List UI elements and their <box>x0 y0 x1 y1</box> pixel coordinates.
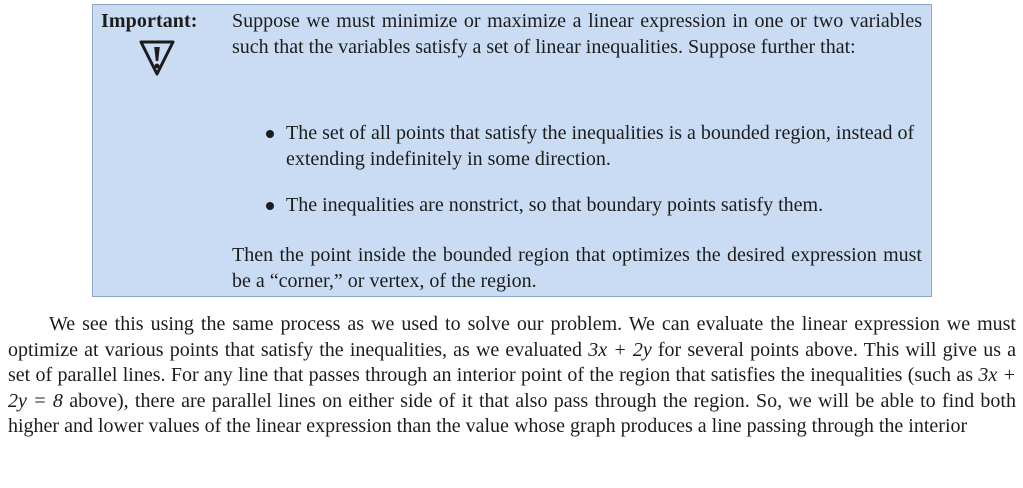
body-text-2: for several points above. This will give us a set of parallel lines. For any line that passes through an interior point of the region that satisfies the inequalities (such as <box>8 338 1016 387</box>
bullet-item: The set of all points that satisfy the inequalities is a bounded region, instead of extending indefinitely in some direction. <box>266 121 922 172</box>
warning-exclamation-icon <box>137 37 177 77</box>
callout-body <box>232 9 922 292</box>
callout-intro: Suppose we must minimize or maximize a linear expression in one or two variables such that the variables satisfy a set of linear inequalities. Suppose further that: <box>232 10 922 58</box>
body-text-3: above), there are parallel lines on either side of it that also pass through the region. So, we will be able to find both higher and lower values of the linear expression than the value whose graph produces a line passing through the interior <box>8 389 1016 438</box>
callout-conclusion: Then the point inside the bounded region that optimizes the desired expression must be a “corner,” or vertex, of the region. <box>232 244 922 292</box>
body-text-1: We see this using the same process as we used to solve our problem. We can evaluate the linear expression we must optimize at various points that satisfy the inequalities, as we evaluated <box>8 313 1016 361</box>
math-expression: 3x + 2y <box>588 338 652 361</box>
callout-label: Important: <box>101 10 198 32</box>
body-paragraph <box>8 312 1016 440</box>
math-expression: 3x + 2y = 8 <box>8 364 1017 412</box>
callout-bullet-list <box>266 121 922 219</box>
important-callout <box>92 4 932 297</box>
bullet-item: The inequalities are nonstrict, so that boundary points satisfy them. <box>266 193 922 219</box>
